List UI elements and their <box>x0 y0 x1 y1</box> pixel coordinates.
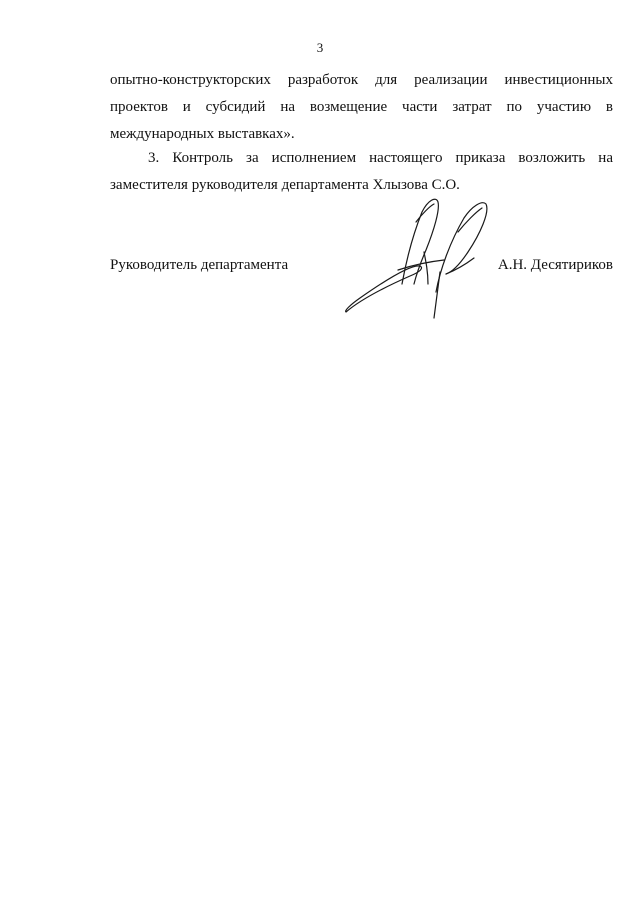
text-line: международных выставках». <box>110 126 295 142</box>
paragraph-continuation <box>110 67 613 148</box>
signatory-role: Руководитель департамента <box>110 257 289 273</box>
text-line: 3. Контроль за исполнением настоящего приказа возложить на <box>148 150 613 166</box>
handwritten-signature-icon <box>340 192 505 320</box>
page-number: 3 <box>316 40 324 55</box>
signatory-name: А.Н. Десятириков <box>497 257 613 273</box>
paragraph-item-3 <box>110 145 613 199</box>
text-line: заместителя руководителя департамента Хлызова С.О. <box>110 177 460 193</box>
text-line: проектов и субсидий на возмещение части затрат по участию в <box>110 99 613 115</box>
text-line: опытно-конструкторских разработок для реализации инвестиционных <box>110 72 613 88</box>
